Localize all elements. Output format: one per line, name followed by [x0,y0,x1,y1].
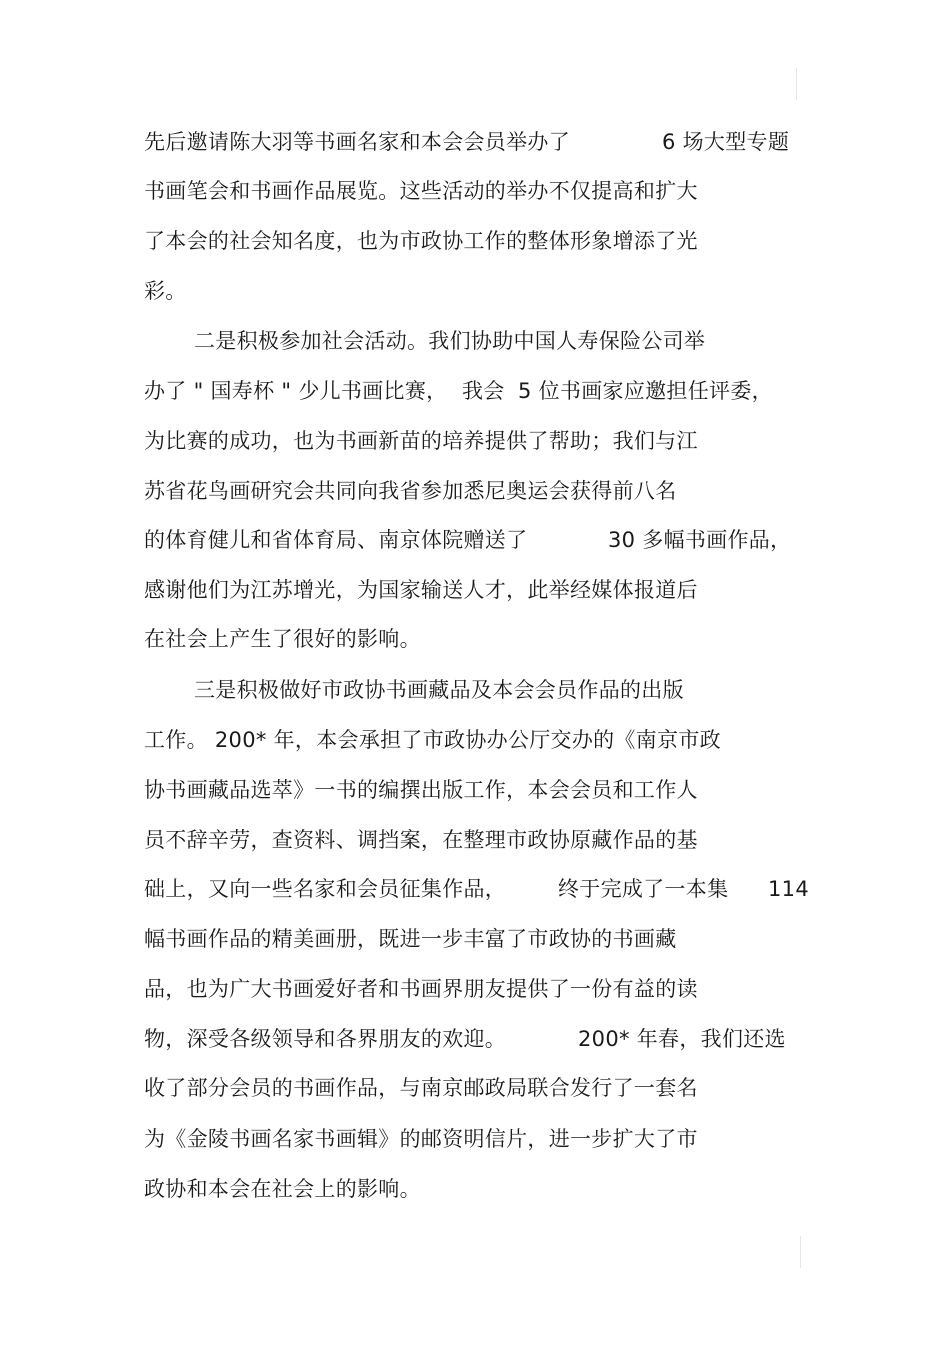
text-segment: 30 多幅书画作品， [608,528,792,552]
text-segment: 协书画藏品选萃》一书的编撰出版工作，本会会员和工作人 [144,778,698,802]
text-segment: 6 场大型专题 [662,130,790,154]
text-segment: 先后邀请陈大羽等书画名家和本会会员举办了 [144,130,570,154]
text-segment: 了本会的社会知名度，也为市政协工作的整体形象增添了光 [144,229,698,253]
text-segment: 的体育健儿和省体育局、南京体院赠送了 [144,528,528,552]
text-segment: 为比赛的成功，也为书画新苗的培养提供了帮助；我们与江 [144,429,698,453]
text-segment: 感谢他们为江苏增光，为国家输送人才，此举经媒体报道后 [144,578,698,602]
text-segment: 政协和本会在社会上的影响。 [144,1177,421,1201]
text-segment: 收了部分会员的书画作品，与南京邮政局联合发行了一套名 [144,1076,698,1100]
text-segment: 础上，又向一些名家和会员征集作品， [144,877,507,901]
text-segment: 二是积极参加社会活动。我们协助中国人寿保险公司举 [194,329,706,353]
text-segment: 三是积极做好市政协书画藏品及本会会员作品的出版 [194,678,684,702]
text-segment: 品，也为广大书画爱好者和书画界朋友提供了一份有益的读 [144,977,698,1001]
text-segment: 200* 年春，我们还选 [578,1027,786,1051]
text-segment: 苏省花鸟画研究会共同向我省参加悉尼奥运会获得前八名 [144,479,677,503]
text-segment: 114 [768,877,809,901]
text-segment: 在社会上产生了很好的影响。 [144,627,421,651]
page-corner-mark-top [796,68,797,100]
text-segment: 我会 [462,379,505,403]
text-segment: 幅书画作品的精美画册，既进一步丰富了市政协的书画藏 [144,927,677,951]
text-segment: 彩。 [144,279,187,303]
text-segment: 5 位书画家应邀担任评委， [518,379,773,403]
text-segment: 书画笔会和书画作品展览。这些活动的举办不仅提高和扩大 [144,179,698,203]
text-segment: 终于完成了一本集 [558,877,729,901]
text-segment: 办了 " 国寿杯 " 少儿书画比赛， [144,379,448,403]
page-corner-mark-bottom [800,1236,801,1268]
text-segment: 工作。 200* 年，本会承担了市政协办公厅交办的《南京市政 [144,728,721,752]
text-segment: 为《金陵书画名家书画辑》的邮资明信片，进一步扩大了市 [144,1127,698,1151]
text-segment: 物，深受各级领导和各界朋友的欢迎。 [144,1027,507,1051]
text-segment: 员不辞辛劳，查资料、调挡案，在整理市政协原藏作品的基 [144,828,698,852]
